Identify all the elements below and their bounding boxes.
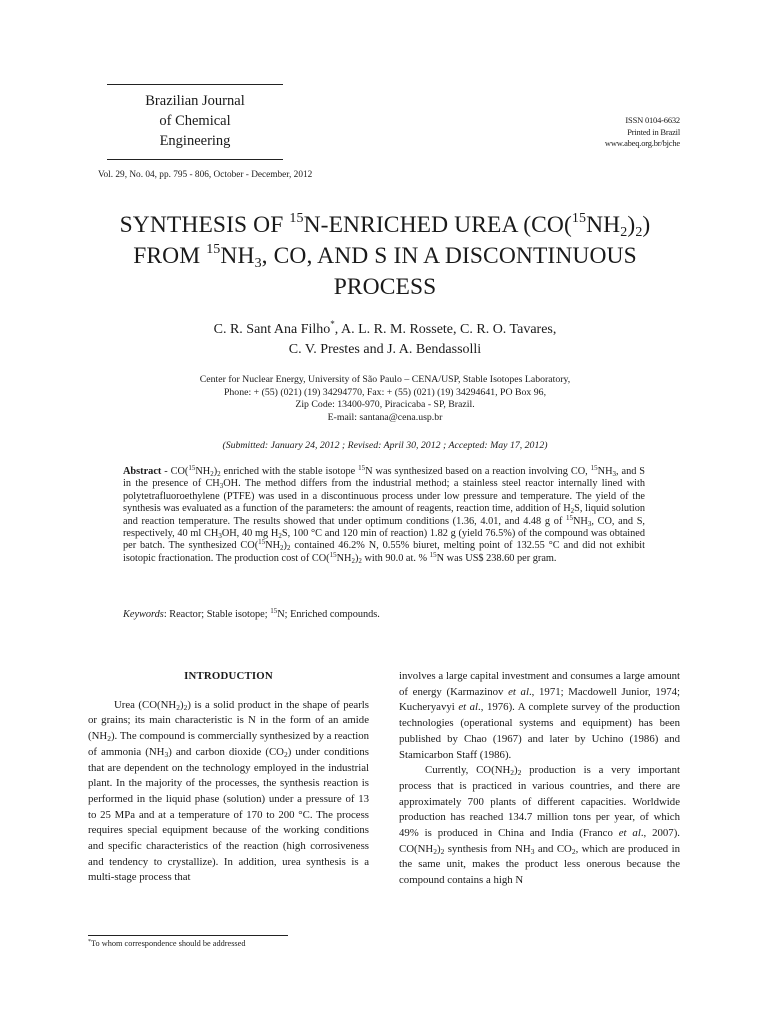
abstract-text: ) (213, 466, 218, 477)
sup: 15 (188, 464, 196, 472)
body-text: synthesis from NH (444, 842, 531, 855)
title-text: , CO, AND S IN A DISCONTINUOUS (261, 243, 637, 269)
sub: 2 (210, 470, 214, 478)
sub: 2 (107, 734, 111, 744)
abstract-text: OH, 40 mg H (221, 528, 279, 540)
title-text: NH (586, 212, 621, 238)
abstract-text: with 90.0 at. % (361, 552, 430, 564)
sup: 15 (590, 464, 598, 472)
body-text: ., 1971; Macdowell Junior, 1974; Kucheryavyi (399, 685, 681, 714)
title-sub: 3 (254, 256, 262, 271)
title-sup: 15 (289, 211, 304, 226)
body-text: Urea (CO(NH (114, 698, 177, 711)
title-sup: 15 (571, 211, 587, 226)
sup: 15 (258, 538, 266, 547)
body-text: ) (436, 842, 441, 855)
abstract-text: NH (195, 466, 211, 477)
body-text: , which are produced in the same unit, makes the product less onerous because the compound contains a high N (399, 842, 680, 887)
abstract (123, 466, 645, 565)
author-text: C. R. Sant Ana Filho (213, 322, 331, 337)
keywords-text: N; Enriched compounds. (277, 609, 380, 620)
abstract-text: N was synthesized based on a reaction involving CO, (365, 466, 591, 477)
abstract-text: S, liquid solution and reaction temperature. The results showed that under optimum conditions (1.36, 4.01, and 4.48 g of (123, 503, 645, 527)
sub: 2 (570, 507, 575, 516)
sub: 3 (587, 519, 592, 528)
affiliation-line: Phone: + (55) (021) (19) 34294770, Fax: + (55) (021) (19) 34294641, PO Box 96, (223, 386, 547, 398)
body-italic: et al (508, 685, 529, 698)
abstract-text: ) (354, 552, 359, 564)
footnote (88, 939, 245, 948)
body-text: and CO (534, 842, 572, 855)
sup: 15 (270, 607, 278, 615)
abstract-text: , and S in the presence of CH (123, 466, 646, 490)
journal-line-1: Brazilian Journal (145, 93, 245, 109)
body-text: ) under conditions that are dependent on the technology employed in the industrial plant. In the majority of the processes, the synthesis reaction is performed in the liquid phase (solution) under a pressure of 13 to 25 MPa and at a temperature of 170 to 200 °C. The process requires special equipment because of the working conditions and specific characteristics of the reaction (high corrosiveness and tendency to crystallize). In addition, urea synthesis is a multi-stage process that (88, 745, 369, 884)
sup: 15 (329, 550, 337, 559)
author-text: , A. L. R. M. Rossete, C. R. O. Tavares, (334, 322, 557, 337)
sub: 2 (351, 556, 355, 565)
author-text: C. V. Prestes and J. A. Bendassolli (288, 342, 482, 357)
abstract-text: NH (336, 552, 352, 564)
body-text: ) and carbon dioxide (CO (168, 745, 284, 758)
title-text: NH (220, 243, 255, 269)
body-text: ) (179, 698, 184, 711)
abstract-label: Abstract (123, 466, 162, 477)
sub: 2 (440, 846, 445, 856)
journal-line-3: Engineering (159, 133, 231, 149)
sub: 3 (612, 470, 617, 478)
journal-line-2: of Chemical (159, 113, 231, 129)
volume-info: Vol. 29, No. 04, pp. 795 - 806, October - December, 2012 (98, 170, 313, 180)
body-italic: et al (458, 701, 479, 714)
keywords-text: : Reactor; Stable isotope; (163, 609, 271, 620)
sub: 2 (283, 749, 288, 759)
title-sub: 2 (620, 225, 628, 240)
issn-block (605, 115, 680, 150)
abstract-text: , CO, and S, respectively, 40 ml CH (123, 515, 645, 540)
keywords (123, 609, 645, 621)
printed-in: Printed in Brazil (627, 126, 680, 137)
sub: 2 (358, 556, 362, 565)
body-text: ) is a solid product in the shape of pearls or grains; its main characteristic is N in the form of an amide (NH (88, 698, 369, 743)
body-text: Currently, CO(NH (425, 764, 511, 777)
email: E-mail: santana@cena.usp.br (327, 411, 443, 423)
sub: 2 (433, 846, 437, 856)
sub: 3 (218, 532, 222, 541)
title-text: ) (642, 212, 651, 238)
issn-number: ISSN 0104-6632 (625, 115, 680, 125)
submission-dates: (Submitted: January 24, 2012 ; Revised: April 30, 2012 ; Accepted: May 17, 2012) (222, 440, 548, 451)
abstract-text: contained 46.2% N, 0.55% biuret, melting point of 132.55 °C and did not exhibit isotopic fractionation. The production cost of CO( (123, 540, 645, 564)
sub: 3 (164, 749, 169, 759)
body-column-right (399, 669, 680, 889)
sub: 3 (219, 482, 224, 491)
body-text: ., 2007). CO(NH (399, 827, 680, 855)
sup: 15 (358, 464, 366, 472)
journal-name (107, 84, 283, 160)
sub: 2 (517, 768, 522, 778)
abstract-text: N was US$ 238.60 per gram. (436, 552, 557, 564)
title-sub: 2 (635, 225, 643, 240)
affiliation-line: Center for Nuclear Energy, University of São Paulo – CENA/USP, Stable Isotopes Laboratory, (199, 374, 571, 385)
sub: 2 (571, 846, 576, 856)
title-text: ) (627, 212, 636, 238)
sup: 15 (565, 513, 573, 522)
sub: 2 (510, 768, 515, 778)
keywords-label: Keywords (123, 609, 164, 620)
sub: 3 (530, 846, 535, 856)
authors (80, 320, 690, 360)
title-sup: 15 (206, 242, 221, 257)
section-heading: INTRODUCTION (184, 670, 273, 682)
footnote-divider (88, 935, 288, 936)
corresponding-mark: * (330, 319, 335, 329)
body-italic: et al (618, 827, 641, 840)
sub: 2 (286, 544, 291, 553)
abstract-text: NH (572, 515, 588, 527)
title-text: SYNTHESIS OF (119, 212, 290, 238)
paragraph (88, 698, 369, 886)
journal-url: www.abeq.org.br/bjche (604, 138, 680, 148)
abstract-text: enriched with the stable isotope (220, 466, 359, 477)
sup: 15 (429, 550, 437, 559)
abstract-text: OH. The method differs from the industrial method; a stainless steel reactor internally lined with polytetrafluoroethylene (PTFE) was used in a discontinuous process under low pressure and temperature. The yield of the synthesis was evaluated as a function of the parameters: the amount of reagents, reaction time, addition of H (123, 478, 645, 515)
affiliation (80, 374, 690, 424)
footnote-mark: * (88, 939, 91, 945)
title-text: N-ENRICHED UREA (CO( (303, 212, 572, 238)
body-text: ) (514, 764, 518, 777)
body-text: production is a very important process that is practiced in various countries, and there are approximately 700 plants of different capacities. Worldwide production has reached 134.7 million tons per year, of which 49% is produced in China and India (Franco (399, 764, 680, 840)
abstract-text: S, 100 °C and 120 min of reaction) 1.82 g (yield 76.5%) of the compound was obtained per batch. The synthesized CO( (123, 528, 646, 552)
footnote-text: To whom correspondence should be addressed (91, 939, 246, 948)
paper-title (60, 210, 710, 303)
paragraph (399, 669, 680, 763)
body-text: ., 1976). A complete survey of the production technologies (operational systems and equipment) has been published by Chao (1967) and later by Uchino (1986) and Stamicarbon Staff (1986). (399, 701, 681, 761)
abstract-text: NH (265, 540, 281, 552)
sub: 2 (217, 470, 221, 478)
body-text: involves a large capital investment and consumes a large amount of energy (Karmazinov (399, 670, 680, 698)
sub: 2 (278, 532, 282, 541)
paragraph (399, 763, 680, 889)
affiliation-line: Zip Code: 13400-970, Piracicaba - SP, Brazil. (295, 399, 475, 410)
title-text: FROM (133, 243, 207, 269)
body-text: ). The compound is commercially synthesized by a reaction of ammonia (NH (88, 730, 369, 758)
sub: 2 (176, 702, 180, 712)
title-text: PROCESS (333, 274, 437, 300)
abstract-text: - CO( (161, 466, 189, 477)
sub: 2 (280, 544, 284, 553)
abstract-text: ) (283, 540, 287, 552)
body-column-left (88, 669, 369, 886)
sub: 2 (183, 702, 188, 712)
abstract-text: NH (597, 466, 613, 477)
